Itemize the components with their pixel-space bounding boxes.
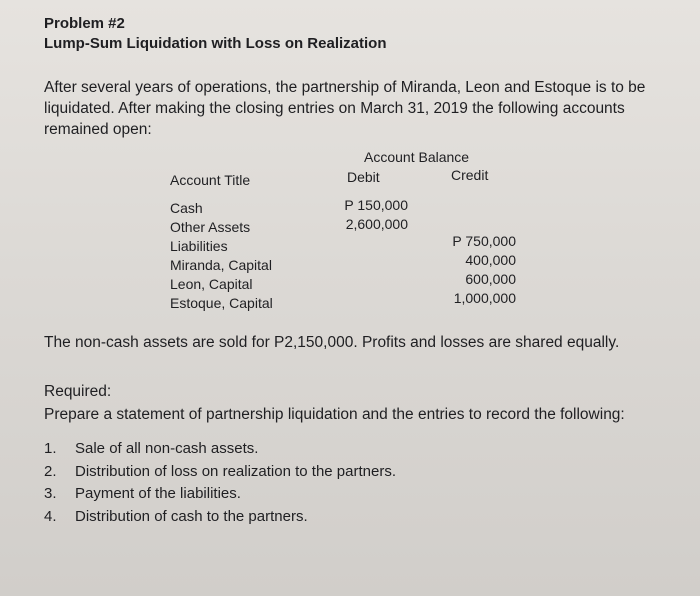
list-item-text: Sale of all non-cash assets. xyxy=(75,440,259,457)
list-item-number: 4. xyxy=(44,507,57,525)
table-row-title: Estoque, Capital xyxy=(170,295,273,311)
sale-statement: The non-cash assets are sold for P2,150,000. Profits and losses are shared equally. xyxy=(44,334,620,351)
list-item-text: Payment of the liabilities. xyxy=(75,485,241,502)
required-list xyxy=(44,438,396,528)
table-cell-credit: 400,000 xyxy=(465,252,516,268)
table-cell-debit: 2,600,000 xyxy=(345,216,408,232)
table-row-title: Miranda, Capital xyxy=(170,257,272,273)
table-header-debit: Debit xyxy=(347,169,380,185)
table-cell-debit: P 150,000 xyxy=(344,197,408,213)
problem-title: Lump-Sum Liquidation with Loss on Realization xyxy=(44,35,387,52)
list-item-text: Distribution of cash to the partners. xyxy=(75,507,308,525)
problem-number: Problem #2 xyxy=(44,15,125,32)
intro-line-3: remained open: xyxy=(44,121,152,138)
table-row-title: Other Assets xyxy=(170,219,251,235)
list-item xyxy=(44,461,396,484)
intro-line-2: liquidated. After making the closing entries on March 31, 2019 the following accounts xyxy=(44,100,625,117)
list-item-number: 1. xyxy=(44,440,57,457)
table-row-title: Liabilities xyxy=(170,238,228,254)
table-row-title: Cash xyxy=(170,200,203,216)
list-item xyxy=(44,483,396,506)
required-instruction: Prepare a statement of partnership liquidation and the entries to record the following: xyxy=(44,406,625,423)
table-header-credit: Credit xyxy=(451,167,489,183)
table-cell-credit: 1,000,000 xyxy=(453,290,516,306)
list-item-number: 2. xyxy=(44,462,57,480)
list-item-text: Distribution of loss on realization to the partners. xyxy=(75,462,396,480)
list-item xyxy=(44,438,396,461)
table-cell-credit: P 750,000 xyxy=(452,233,516,249)
list-item-number: 3. xyxy=(44,485,57,502)
table-header-title: Account Title xyxy=(170,172,251,188)
table-group-header: Account Balance xyxy=(364,149,470,165)
list-item xyxy=(44,506,396,529)
table-cell-credit: 600,000 xyxy=(465,271,516,287)
table-row-title: Leon, Capital xyxy=(170,276,253,292)
required-label: Required: xyxy=(44,383,112,400)
intro-line-1: After several years of operations, the partnership of Miranda, Leon and Estoque is to be xyxy=(44,79,646,96)
